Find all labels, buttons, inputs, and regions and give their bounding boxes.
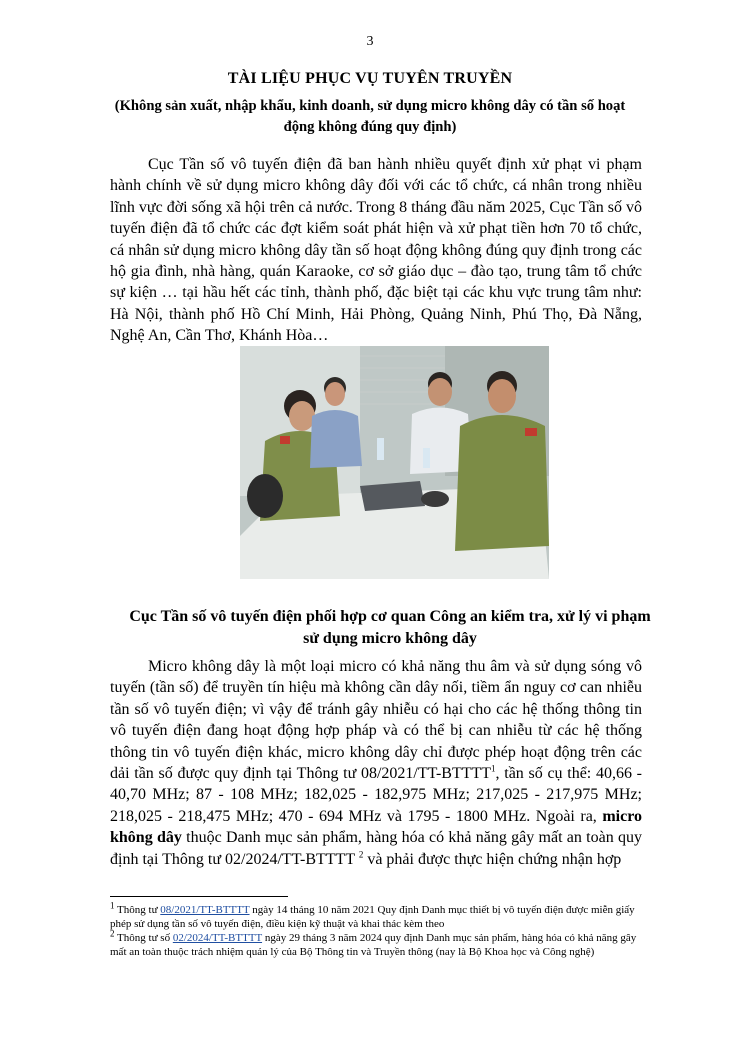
paragraph2-part2: , tần số cụ thể: 40,66 - 40,70 MHz; 87 - 108 MHz; 182,025 - 182,975 MHz; 217,025 - 217,975 MHz; 218,025 - 218,475 MHz; 470 - 694 MHz và 1795 - 1800 MHz. Ngoài ra,	[110, 765, 642, 825]
paragraph2-bold-term: micro không dây	[110, 807, 642, 847]
footnotes	[110, 900, 642, 960]
paragraph2-part4: và phải được thực hiện chứng nhận hợp	[363, 850, 622, 868]
inspection-photo	[240, 346, 549, 579]
footnote-separator	[110, 896, 288, 897]
photo-caption: Cục Tần số vô tuyến điện phối hợp cơ quan Công an kiểm tra, xử lý vi phạm sử dụng micro không dây	[129, 608, 651, 647]
footnote-1	[110, 900, 642, 931]
paragraph2-part3: thuộc Danh mục sản phẩm, hàng hóa có khả năng gây mất an toàn quy định tại Thông tư 02/2024/TT-BTTTT	[110, 829, 643, 868]
document-subtitle: (Không sản xuất, nhập khẩu, kinh doanh, sử dụng micro không dây có tần số hoạt động không đúng quy định)	[114, 98, 626, 135]
footnote-2	[110, 928, 642, 959]
inspection-photo-image	[240, 346, 549, 579]
footnote-2-prefix: Thông tư số	[114, 932, 173, 945]
footnote-1-number: 1	[110, 900, 115, 911]
footnote-1-link[interactable]: 08/2021/TT-BTTTT	[160, 904, 250, 916]
footnote-1-prefix: Thông tư	[114, 904, 161, 916]
page-number: 3	[366, 34, 374, 49]
paragraph-intro: Cục Tần số vô tuyến điện đã ban hành nhiều quyết định xử phạt vi phạm hành chính về sử dụng micro không dây đối với các tổ chức, cá nhân trong nhiều lĩnh vực đời sống xã hội trên cả nước. Trong 8 tháng đầu năm 2025, Cục Tần số vô tuyến điện đã tổ chức các đợt kiểm soát phát hiện và xử phạt tiền hơn 70 tổ chức, cá nhân sử dụng micro không dây tần số hoạt động không đúng quy định trong các hộ gia đình, nhà hàng, quán Karaoke, cơ sở giáo dục – đào tạo, trung tâm tổ chức sự kiện … tại hầu hết các tỉnh, thành phố, đặc biệt tại các khu vực trung tâm như: Hà Nội, thành phố Hồ Chí Minh, Hải Phòng, Quảng Ninh, Phú Thọ, Đà Nẵng, Nghệ An, Cần Thơ, Khánh Hòa…	[110, 156, 642, 345]
footnote-2-link[interactable]: 02/2024/TT-BTTTT	[172, 932, 263, 945]
paragraph-micro-regulation	[110, 656, 642, 870]
footnote-ref-1[interactable]: 1	[491, 763, 496, 774]
footnote-2-number: 2	[110, 928, 115, 939]
paragraph2-part1: Micro không dây là một loại micro có khả năng thu âm và sử dụng sóng vô tuyến (tần số) để truyền tín hiệu mà không cần dây nối, tiềm ẩn nguy cơ can nhiễu tần số vô tuyến điện; vì vậy để tránh gây nhiễu có hại cho các hệ thống thông tin vô tuyến điện đang hoạt động hợp pháp và có thể bị can nhiễu từ các hệ thống thông tin vô tuyến điện khác, micro không dây chỉ được phép hoạt động trên các dải tần số được quy định tại Thông tư 08/2021/TT-BTTTT	[110, 658, 642, 783]
document-title: TÀI LIỆU PHỤC VỤ TUYÊN TRUYỀN	[227, 70, 513, 87]
footnote-1-text: ngày 14 tháng 10 năm 2021 Quy định Danh mục thiết bị vô tuyến điện được miễn giấy phép sử dụng tần số vô tuyến điện, điều kiện kỹ thuật và khai thác kèm theo	[110, 904, 635, 930]
footnote-2-text: ngày 29 tháng 3 năm 2024 quy định Danh mục sản phẩm, hàng hóa có khả năng gây mất an toàn thuộc trách nhiệm quản lý của Bộ Thông tin và Truyền thông (nay là Bộ Khoa học và Công nghệ)	[110, 932, 637, 958]
footnote-ref-2[interactable]: 2	[358, 849, 364, 860]
